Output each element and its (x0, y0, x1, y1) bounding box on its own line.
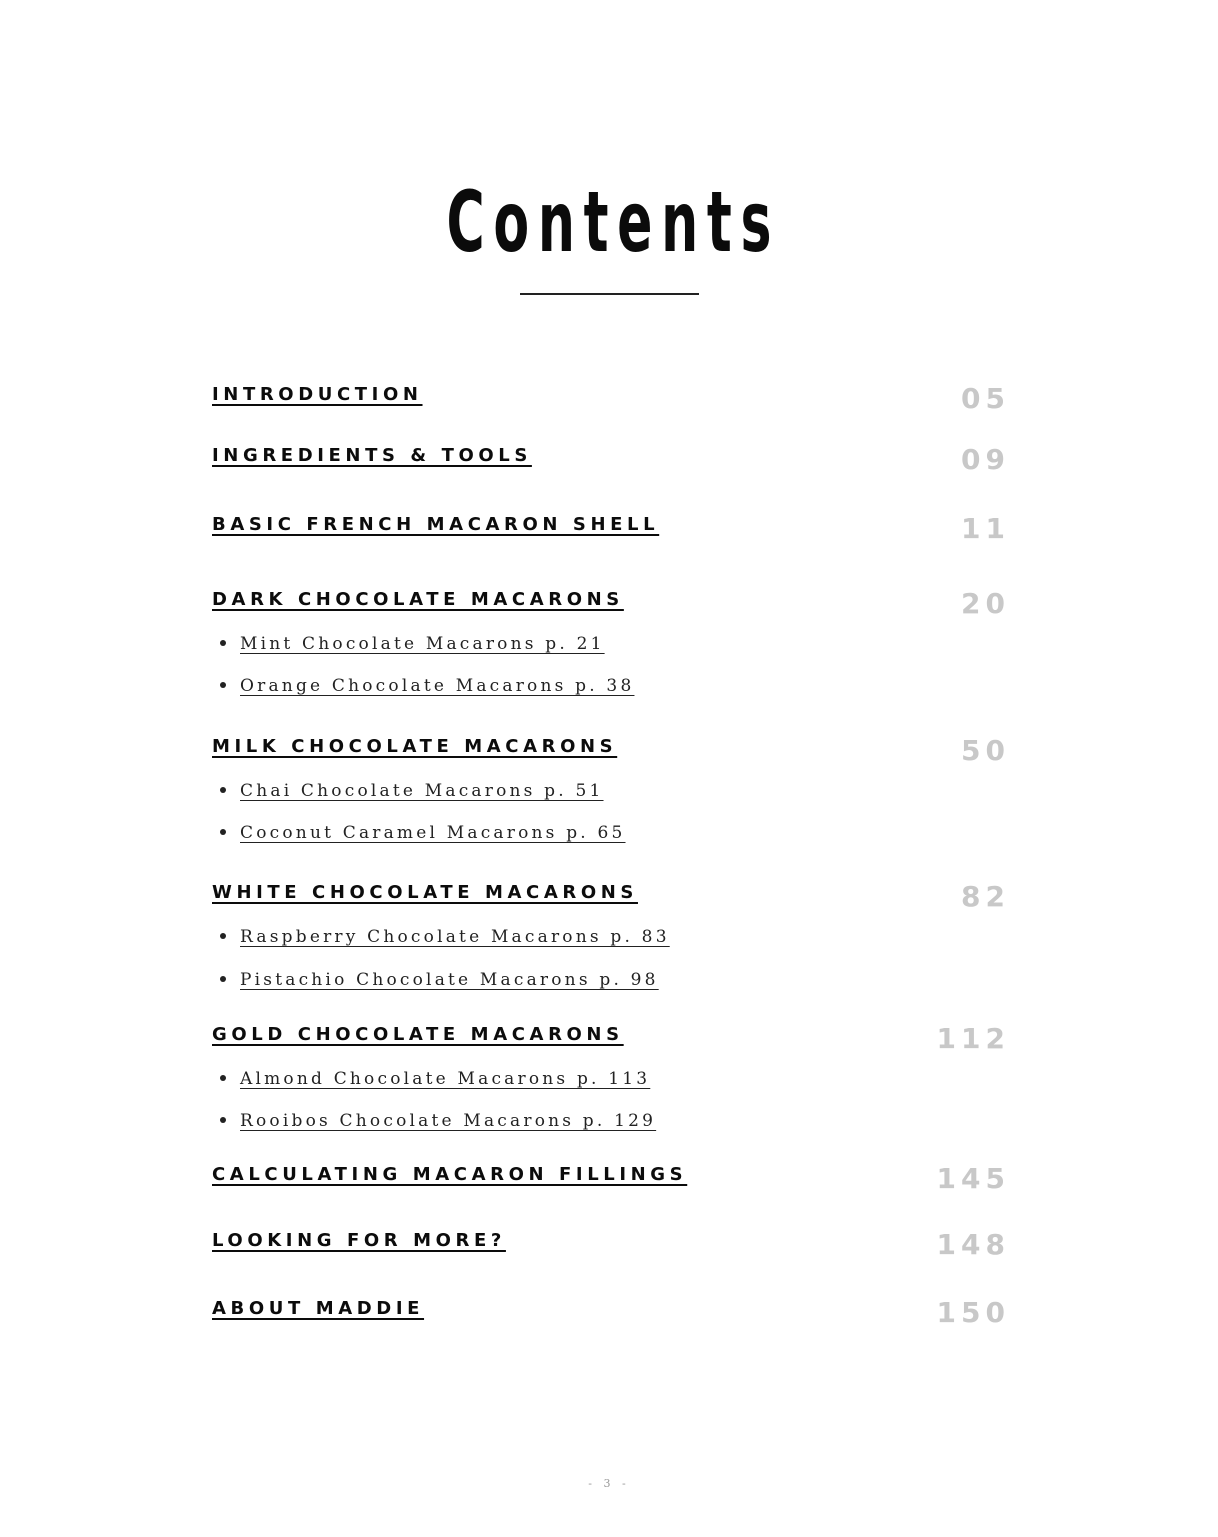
toc-sub-entry-text[interactable]: Chai Chocolate Macarons p. 51 (240, 781, 604, 801)
toc-sub-entry-text[interactable]: Rooibos Chocolate Macarons p. 129 (240, 1111, 657, 1131)
toc-entry-page: 09 (961, 443, 1010, 476)
toc-sub-entry[interactable] (220, 780, 604, 802)
bullet-icon (220, 640, 226, 646)
toc-sub-entry[interactable] (220, 1110, 656, 1132)
toc-entry-page: 11 (961, 512, 1010, 545)
toc-entry-page: 82 (961, 880, 1010, 913)
toc-sub-entry[interactable] (220, 633, 605, 655)
bullet-icon (220, 1117, 226, 1123)
toc-entry-title[interactable]: ABOUT MADDIE (212, 1298, 425, 1319)
toc-entry-page: 145 (936, 1162, 1010, 1195)
toc-entry-page: 150 (936, 1296, 1010, 1329)
toc-entry-title[interactable]: BASIC FRENCH MACARON SHELL (212, 514, 660, 535)
bullet-icon (220, 829, 226, 835)
toc-sub-entry[interactable] (220, 1068, 650, 1090)
bullet-icon (220, 682, 226, 688)
toc-entry-title[interactable]: MILK CHOCOLATE MACARONS (212, 736, 618, 757)
page-title: Contents (446, 173, 781, 271)
bullet-icon (220, 933, 226, 939)
bullet-icon (220, 1075, 226, 1081)
toc-entry-title[interactable]: GOLD CHOCOLATE MACARONS (212, 1024, 624, 1045)
toc-sub-entry-text[interactable]: Almond Chocolate Macarons p. 113 (240, 1069, 651, 1089)
toc-entry-page: 148 (936, 1228, 1010, 1261)
toc-entry-title[interactable]: LOOKING FOR MORE? (212, 1230, 506, 1251)
page-number-footer: - 3 - (588, 1477, 630, 1490)
toc-entry-title[interactable]: CALCULATING MACARON FILLINGS (212, 1164, 688, 1185)
toc-entry-page: 112 (936, 1022, 1010, 1055)
toc-sub-entry[interactable] (220, 822, 626, 844)
toc-entry-page: 50 (961, 734, 1010, 767)
toc-entry-page: 05 (961, 382, 1010, 415)
toc-entry-page: 20 (961, 587, 1010, 620)
title-divider (520, 293, 699, 295)
toc-sub-entry-text[interactable]: Pistachio Chocolate Macarons p. 98 (240, 970, 659, 990)
toc-sub-entry[interactable] (220, 969, 659, 991)
toc-sub-entry-text[interactable]: Orange Chocolate Macarons p. 38 (240, 676, 635, 696)
bullet-icon (220, 787, 226, 793)
toc-sub-entry[interactable] (220, 675, 634, 697)
toc-entry-title[interactable]: INTRODUCTION (212, 384, 423, 405)
toc-sub-entry-text[interactable]: Raspberry Chocolate Macarons p. 83 (240, 927, 670, 947)
toc-sub-entry[interactable] (220, 926, 670, 948)
toc-entry-title[interactable]: WHITE CHOCOLATE MACARONS (212, 882, 638, 903)
bullet-icon (220, 976, 226, 982)
toc-entry-title[interactable]: DARK CHOCOLATE MACARONS (212, 589, 624, 610)
toc-sub-entry-text[interactable]: Coconut Caramel Macarons p. 65 (240, 823, 626, 843)
toc-sub-entry-text[interactable]: Mint Chocolate Macarons p. 21 (240, 634, 605, 654)
toc-entry-title[interactable]: INGREDIENTS & TOOLS (212, 445, 532, 466)
